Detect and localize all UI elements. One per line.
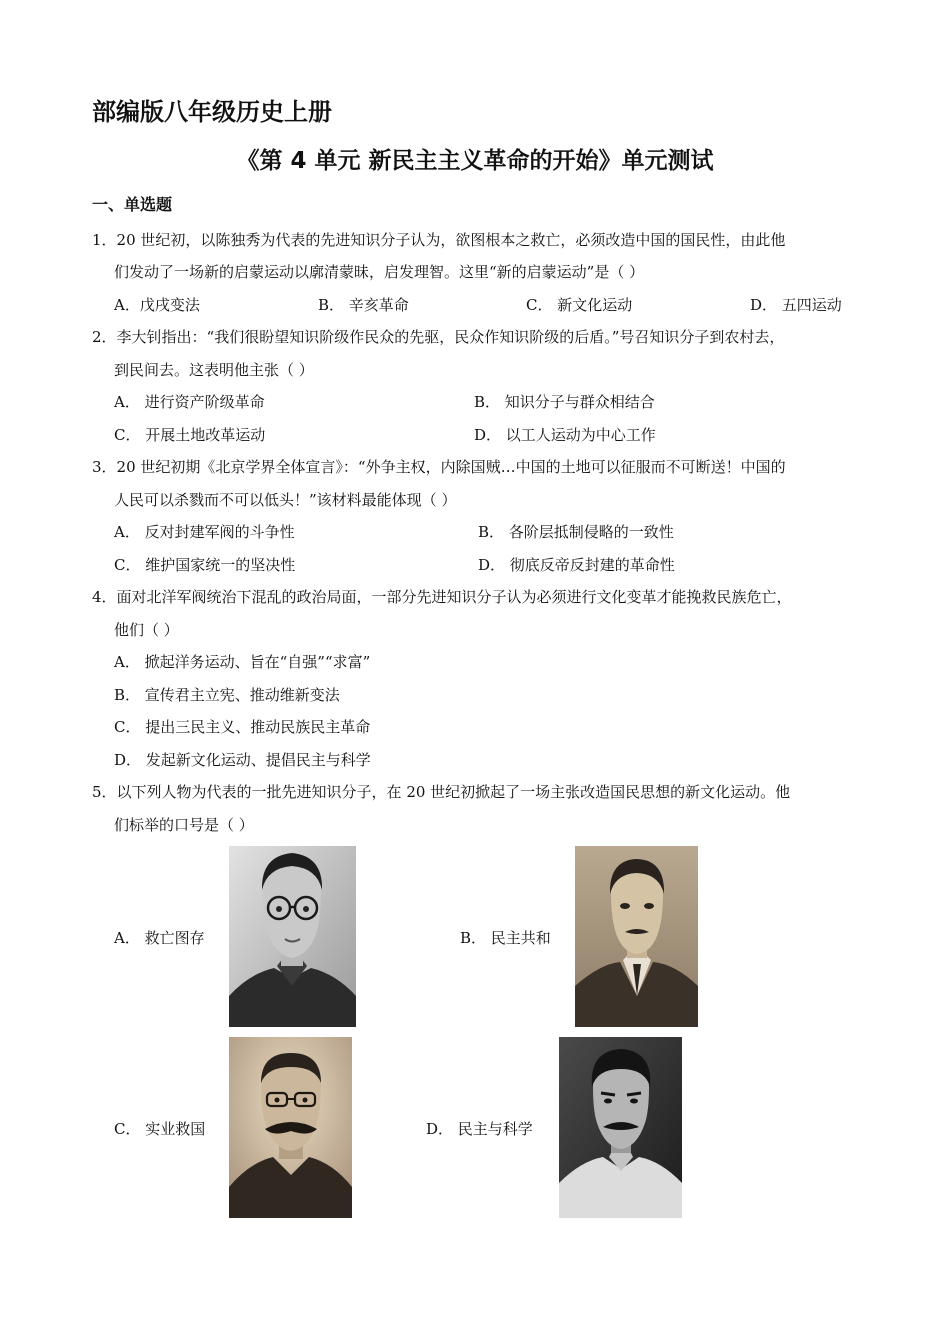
q5-option-b: B． 民主共和 [460, 929, 551, 947]
portrait-round-glasses-icon [229, 846, 356, 1027]
portrait-mustache-suit-icon [575, 846, 698, 1027]
question-4-text: 4．面对北洋军阀统治下混乱的政治局面，一部分先进知识分子认为必须进行文化变革才能挽救民族危亡， [92, 588, 792, 606]
portrait-glasses-mustache-icon [229, 1037, 352, 1218]
q3-option-a: A． 反对封建军阀的斗争性 [114, 523, 295, 541]
q3-option-c: C． 维护国家统一的坚决性 [114, 556, 296, 574]
question-2-text: 2．李大钊指出：“我们很盼望知识阶级作民众的先驱，民众作知识阶级的后盾。”号召知识分子到农村去， [92, 328, 785, 346]
question-3-text-cont: 人民可以杀戮而不可以低头！”该材料最能体现（ ） [114, 491, 457, 509]
q1-option-c: C． 新文化运动 [526, 296, 633, 314]
portrait-mustache-white-icon [559, 1037, 682, 1218]
question-1-text-cont: 们发动了一场新的启蒙运动以廓清蒙昧，启发理智。这里“新的启蒙运动”是（ ） [114, 263, 645, 281]
q2-option-d: D． 以工人运动为中心工作 [474, 426, 656, 444]
q2-option-c: C． 开展土地改革运动 [114, 426, 266, 444]
q5-option-c: C． 实业救国 [114, 1120, 206, 1138]
q1-option-d: D． 五四运动 [750, 296, 842, 314]
question-4-text-cont: 他们（ ） [114, 621, 179, 639]
q3-option-b: B． 各阶层抵制侵略的一致性 [478, 523, 674, 541]
q4-option-c: C． 提出三民主义、推动民族民主革命 [114, 718, 371, 736]
q2-option-a: A． 进行资产阶级革命 [114, 393, 265, 411]
question-2-text-cont: 到民间去。这表明他主张（ ） [114, 361, 314, 379]
q5-option-d: D． 民主与科学 [426, 1120, 533, 1138]
q4-option-b: B． 宣传君主立宪、推动维新变法 [114, 686, 340, 704]
question-5-text-cont: 们标举的口号是（ ） [114, 816, 254, 834]
q1-option-b: B． 辛亥革命 [318, 296, 409, 314]
q1-option-a: A．戊戌变法 [114, 296, 200, 314]
page-title: 部编版八年级历史上册 [92, 98, 332, 126]
q4-option-a: A． 掀起洋务运动、旨在“自强”“求富” [114, 653, 371, 671]
q4-option-d: D． 发起新文化运动、提倡民主与科学 [114, 751, 371, 769]
question-5-text: 5．以下列人物为代表的一批先进知识分子，在 20 世纪初掀起了一场主张改造国民思想的新文化运动。他 [92, 783, 791, 801]
question-1-text: 1．20 世纪初，以陈独秀为代表的先进知识分子认为，欲图根本之救亡，必须改造中国的国民性，由此他 [92, 231, 786, 249]
q3-option-d: D． 彻底反帝反封建的革命性 [478, 556, 675, 574]
page-subtitle: 《第 4 单元 新民主主义革命的开始》单元测试 [236, 148, 714, 174]
q2-option-b: B． 知识分子与群众相结合 [474, 393, 655, 411]
question-3-text: 3．20 世纪初期《北京学界全体宣言》：“外争主权，内除国贼…中国的土地可以征服而不可断送！中国的 [92, 458, 786, 476]
section-heading: 一、单选题 [92, 195, 173, 214]
q5-option-a: A． 救亡图存 [114, 929, 205, 947]
